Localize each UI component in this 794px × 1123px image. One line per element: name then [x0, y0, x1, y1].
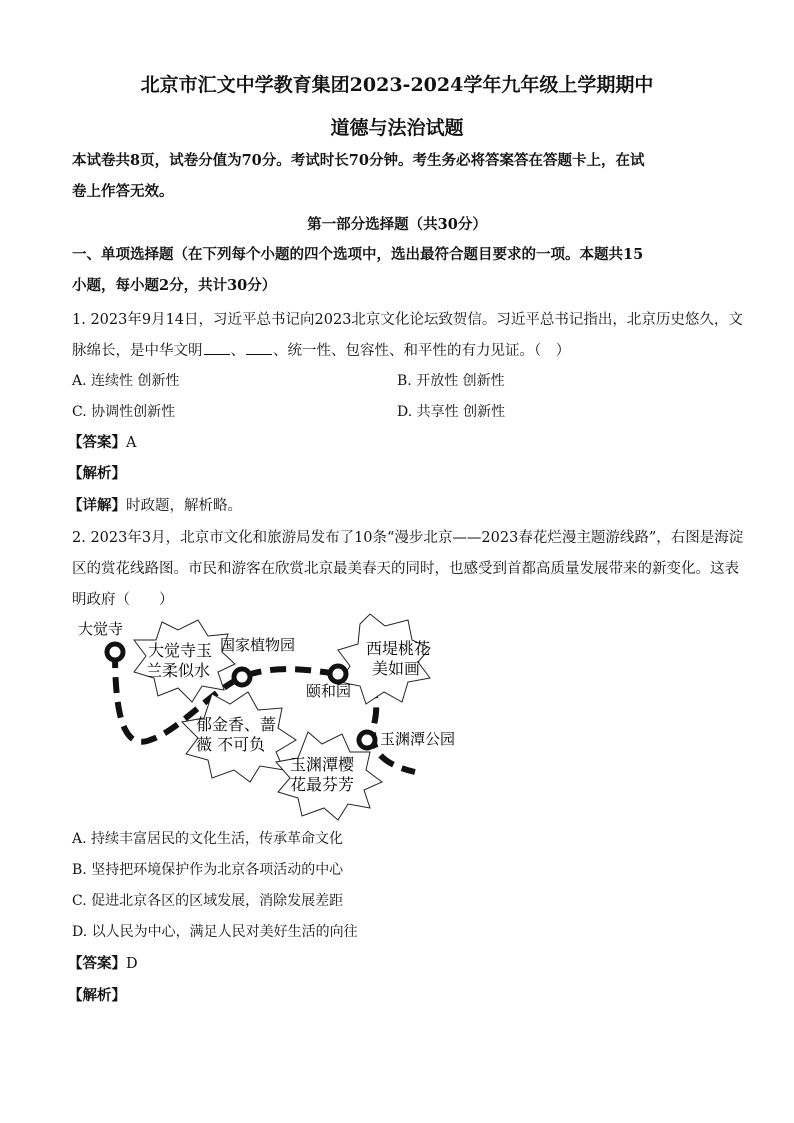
q1-stem-line2	[72, 339, 570, 360]
star4-text-line1: 玉渊潭樱	[290, 755, 355, 774]
label-dajuesi: 大觉寺	[78, 620, 124, 638]
q1-stem-part-b: 、	[230, 343, 245, 359]
part-heading: 第一部分选择题（共30分）	[307, 216, 487, 233]
q1-answer	[68, 431, 136, 452]
answer-value: A	[126, 435, 137, 451]
star2-text-line2: 美如画	[372, 659, 421, 678]
q2-stem-line1: 2. 2023年3月，北京市文化和旅游局发布了10条“漫步北京——2023春花烂漫主题游线路”，右图是海淀	[72, 530, 744, 546]
q1-stem-part-c: 、统一性、包容性、和平性的有力见证。（ ）	[273, 343, 571, 359]
q1-analysis	[68, 462, 126, 483]
section-heading-line1: 一、单项选择题（在下列每个小题的四个选项中，选出最符合题目要求的一项。本题共15	[72, 246, 644, 263]
q1-option-d: D. 共享性 创新性	[397, 404, 506, 420]
label-yiheyuan: 颐和园	[306, 682, 352, 700]
intro-text-line2: 卷上作答无效。	[72, 183, 174, 200]
label-yuyuantan: 玉渊潭公园	[380, 730, 456, 748]
q2-option-a: A. 持续丰富居民的文化生活，传承革命文化	[72, 831, 344, 847]
q2-stem-line3: 明政府（ ）	[72, 592, 174, 608]
q1-option-a: A. 连续性 创新性	[72, 373, 180, 389]
answer-value: D	[126, 956, 138, 972]
answer-tag: 【答案】	[68, 955, 126, 972]
section-heading-line2: 小题，每小题2分，共计30分）	[72, 277, 277, 294]
q1-option-c: C. 协调性创新性	[72, 404, 176, 420]
document-title: 北京市汇文中学教育集团2023-2024学年九年级上学期期中	[140, 74, 654, 96]
q2-analysis	[68, 984, 126, 1005]
intro-text-line1: 本试卷共8页，试卷分值为70分。考试时长70分钟。考生务必将答案答在答题卡上，在试	[72, 152, 645, 169]
analysis-tag: 【解析】	[68, 465, 126, 482]
q1-stem-line1: 1. 2023年9月14日，习近平总书记向2023北京文化论坛致贺信。习近平总书记指出，北京历史悠久，文	[72, 312, 743, 328]
detail-tag: 【详解】	[68, 497, 126, 514]
q1-option-b: B. 开放性 创新性	[397, 373, 505, 389]
q1-detail	[68, 494, 242, 515]
answer-blank	[246, 353, 272, 355]
q1-stem-part-a: 脉绵长，是中华文明	[72, 343, 203, 359]
label-zhiwuyuan: 国家植物园	[220, 636, 296, 654]
star4-text-line2: 花最芬芳	[290, 775, 355, 794]
star3-text-line2: 薇 不可负	[196, 735, 266, 754]
node-marker	[330, 666, 346, 682]
star2-text-line1: 西堤桃花	[366, 639, 431, 658]
q2-option-c: C. 促进北京各区的区域发展，消除发展差距	[72, 893, 344, 909]
answer-blank	[204, 353, 230, 355]
q2-stem-line2: 区的赏花线路图。市民和游客在欣赏北京最美春天的同时，也感受到首都高质量发展带来的新变化。这表	[72, 561, 739, 577]
flower-route-map	[70, 612, 456, 822]
star1-text-line2: 兰柔似水	[146, 661, 211, 680]
answer-tag: 【答案】	[68, 434, 126, 451]
document-subtitle: 道德与法治试题	[330, 117, 464, 139]
q2-option-d: D. 以人民为中心，满足人民对美好生活的向往	[72, 924, 358, 940]
q2-answer	[68, 952, 138, 973]
analysis-tag: 【解析】	[68, 987, 126, 1004]
node-marker	[359, 732, 375, 748]
detail-text: 时政题，解析略。	[126, 498, 242, 514]
node-marker	[107, 644, 123, 660]
star3-text-line1: 郁金香、蔷	[196, 715, 277, 734]
node-marker	[234, 669, 250, 685]
q2-option-b: B. 坚持把环境保护作为北京各项活动的中心	[72, 862, 344, 878]
star1-text-line1: 大觉寺玉	[148, 641, 213, 660]
